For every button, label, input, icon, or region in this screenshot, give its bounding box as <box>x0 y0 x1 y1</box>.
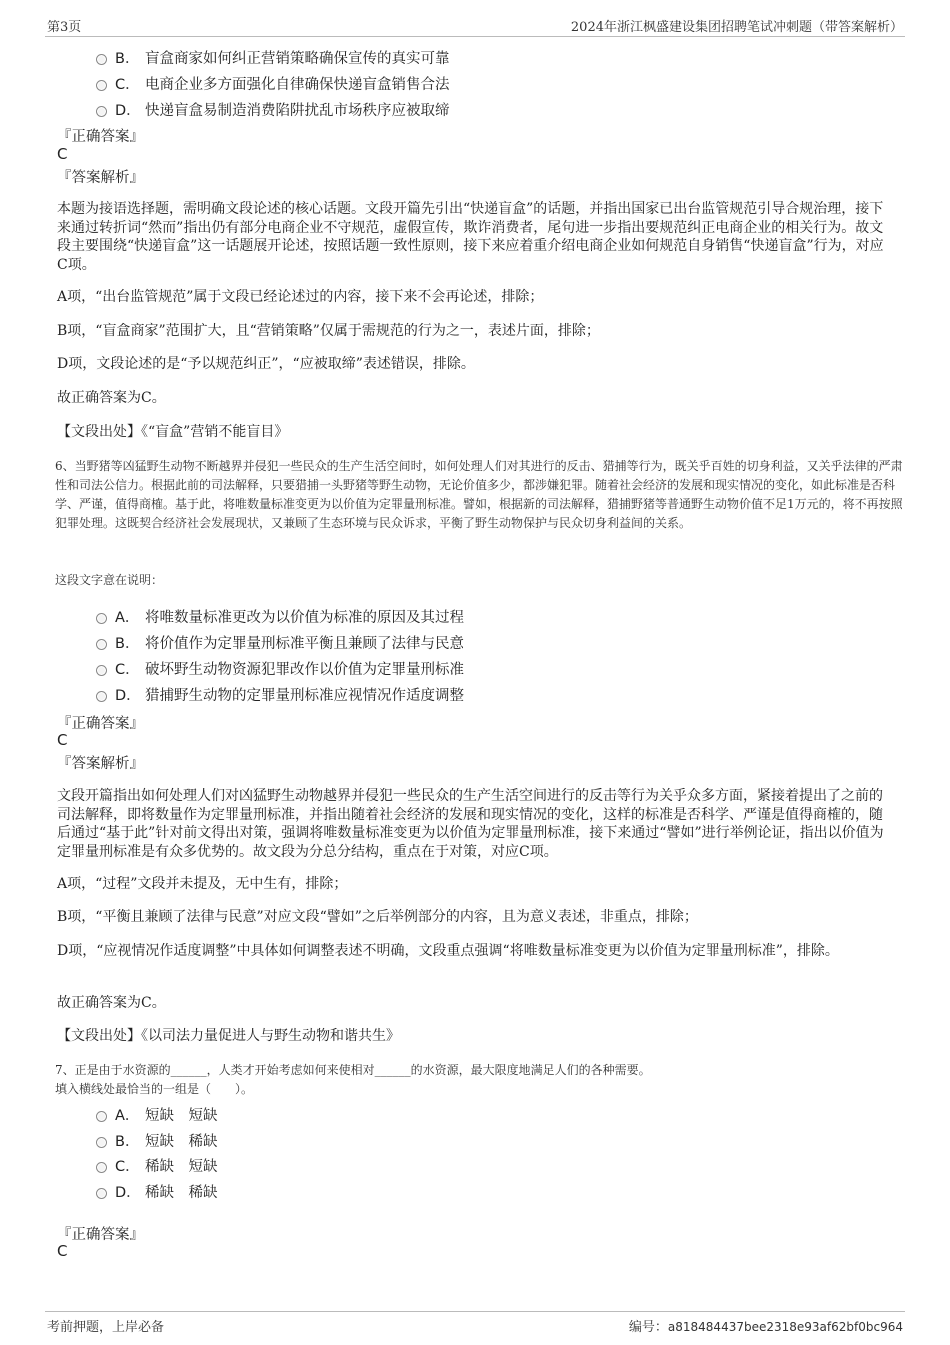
radio-icon[interactable] <box>96 1111 107 1122</box>
q6-option-c[interactable]: C． 破坏野生动物资源犯罪改作以价值为定罪量刑标准 <box>96 658 464 679</box>
q5-answer-label: 『正确答案』 <box>57 129 144 145</box>
radio-icon[interactable] <box>96 639 107 650</box>
q5-analysis-d: D项，文段论述的是“予以规范纠正”，“应被取缔”表述错误，排除。 <box>57 356 475 372</box>
q5-answer: C <box>57 145 68 163</box>
q7-stem: 7、正是由于水资源的______，人类才开始考虑如何来使相对______的水资源，最大限度地满足人们的各种需要。 <box>55 1063 651 1077</box>
q6-option-d[interactable]: D． 猎捕野生动物的定罪量刑标准应视情况作适度调整 <box>96 684 464 705</box>
radio-icon[interactable] <box>96 80 107 91</box>
q7-option-a[interactable]: A． 短缺 短缺 <box>96 1104 218 1125</box>
q5-analysis-conclusion: 故正确答案为C。 <box>57 390 166 406</box>
q5-analysis-b: B项，“盲盒商家”范围扩大，且“营销策略”仅属于需规范的行为之一，表述片面，排除； <box>57 323 600 339</box>
q5-source: 【文段出处】《“盲盒”营销不能盲目》 <box>57 424 289 440</box>
footer-slogan: 考前押题，上岸必备 <box>47 1320 165 1335</box>
q6-answer: C <box>57 731 68 749</box>
radio-icon[interactable] <box>96 665 107 676</box>
q7-answer: C <box>57 1242 68 1260</box>
footer-code-value: a818484437bee2318e93af62bf0bc964 <box>667 1320 903 1334</box>
q6-stem: 6、当野猪等凶猛野生动物不断越界并侵犯一些民众的生产生活空间时，如何处理人们对其进行的反击、猎捕等行为，既关乎百姓的切身利益，又关乎法律的严肃性和司法公信力。根据此前的司法解释，只要猎捕一头野猪等野生动物，无论价值多少，都涉嫌犯罪。随着社会经济的发展和现实情况的变化，如此标准是否科学、严谨，值得商榷。基于此，将唯数量标准变更为以价值为定罪量刑标准。譬如，根据新的司法解释，猎捕野猪等普通野生动物价值不足1万元的，将不再按照犯罪处理。这既契合经济社会发展现状，又兼顾了生态环境与民众诉求，平衡了野生动物保护与民众切身利益间的关系。 <box>55 459 903 530</box>
radio-icon[interactable] <box>96 1188 107 1199</box>
radio-icon[interactable] <box>96 1137 107 1148</box>
radio-icon[interactable] <box>96 1162 107 1173</box>
q6-prompt: 这段文字意在说明： <box>55 573 164 587</box>
footer-code-label: 编号： <box>628 1320 668 1335</box>
q7-option-b[interactable]: B． 短缺 稀缺 <box>96 1130 218 1151</box>
q6-analysis-main: 文段开篇指出如何处理人们对凶猛野生动物越界并侵犯一些民众的生产生活空间进行的反击等行为关乎众多方面，紧接着提出了之前的司法解释，即将数量作为定罪量刑标准，并指出随着社会经济的发展和现实情况的变化，这样的标准是否科学、严谨是值得商榷的，随后通过“基于此”针对前文得出对策，强调将唯数量标准变更为以价值为定罪量刑标准，接下来通过“譬如”进行举例论证，指出以价值为定罪量刑标准是有众多优势的。故文段为分总分结构，重点在于对策，对应C项。 <box>57 788 884 860</box>
radio-icon[interactable] <box>96 106 107 117</box>
radio-icon[interactable] <box>96 54 107 65</box>
q5-analysis-a: A项，“出台监管规范”属于文段已经论述过的内容，接下来不会再论述，排除； <box>57 289 544 305</box>
q7-answer-label: 『正确答案』 <box>57 1227 144 1243</box>
q6-analysis-label: 『答案解析』 <box>57 756 144 772</box>
document-title: 2024年浙江枫盛建设集团招聘笔试冲刺题（带答案解析） <box>570 20 903 35</box>
q7-option-d[interactable]: D． 稀缺 稀缺 <box>96 1181 218 1202</box>
q5-option-b[interactable]: B． 盲盒商家如何纠正营销策略确保宣传的真实可靠 <box>96 47 450 68</box>
radio-icon[interactable] <box>96 613 107 624</box>
q5-analysis-label: 『答案解析』 <box>57 170 144 186</box>
q6-option-a[interactable]: A． 将唯数量标准更改为以价值为标准的原因及其过程 <box>96 606 464 627</box>
page-number: 第3页 <box>47 20 82 35</box>
q6-analysis-d: D项，“应视情况作适度调整”中具体如何调整表述不明确，文段重点强调“将唯数量标准变更为以价值为定罪量刑标准”，排除。 <box>57 943 839 959</box>
radio-icon[interactable] <box>96 691 107 702</box>
q7-option-c[interactable]: C． 稀缺 短缺 <box>96 1155 218 1176</box>
q6-analysis-b: B项，“平衡且兼顾了法律与民意”对应文段“譬如”之后举例部分的内容，且为意义表述，非重点，排除； <box>57 909 698 925</box>
page-footer <box>45 1311 905 1340</box>
q5-option-c[interactable]: C． 电商企业多方面强化自律确保快递盲盒销售合法 <box>96 73 450 94</box>
q6-option-b[interactable]: B． 将价值作为定罪量刑标准平衡且兼顾了法律与民意 <box>96 632 464 653</box>
q6-analysis-a: A项，“过程”文段并未提及，无中生有，排除； <box>57 876 348 892</box>
footer-code <box>629 1316 903 1335</box>
q6-analysis-conclusion: 故正确答案为C。 <box>57 995 166 1011</box>
q7-prompt: 填入横线处最恰当的一组是（ ）。 <box>55 1082 254 1096</box>
q6-answer-label: 『正确答案』 <box>57 716 144 732</box>
q5-analysis-main: 本题为接语选择题，需明确文段论述的核心话题。文段开篇先引出“快递盲盒”的话题，并指出国家已出台监管规范引导合规治理，接下来通过转折词“然而”指出仍有部分电商企业不守规范，虚假宣传，欺诈消费者，尾句进一步指出要规范纠正电商企业的相关行为。故文段主要围绕“快递盲盒”这一话题展开论述，按照话题一致性原则，接下来应着重介绍电商企业如何规范自身销售“快递盲盒”行为，对应C项。 <box>57 201 884 273</box>
q6-source: 【文段出处】《以司法力量促进人与野生动物和谐共生》 <box>57 1028 400 1044</box>
page-header <box>45 14 905 37</box>
q5-option-d[interactable]: D． 快递盲盒易制造消费陷阱扰乱市场秩序应被取缔 <box>96 99 450 120</box>
